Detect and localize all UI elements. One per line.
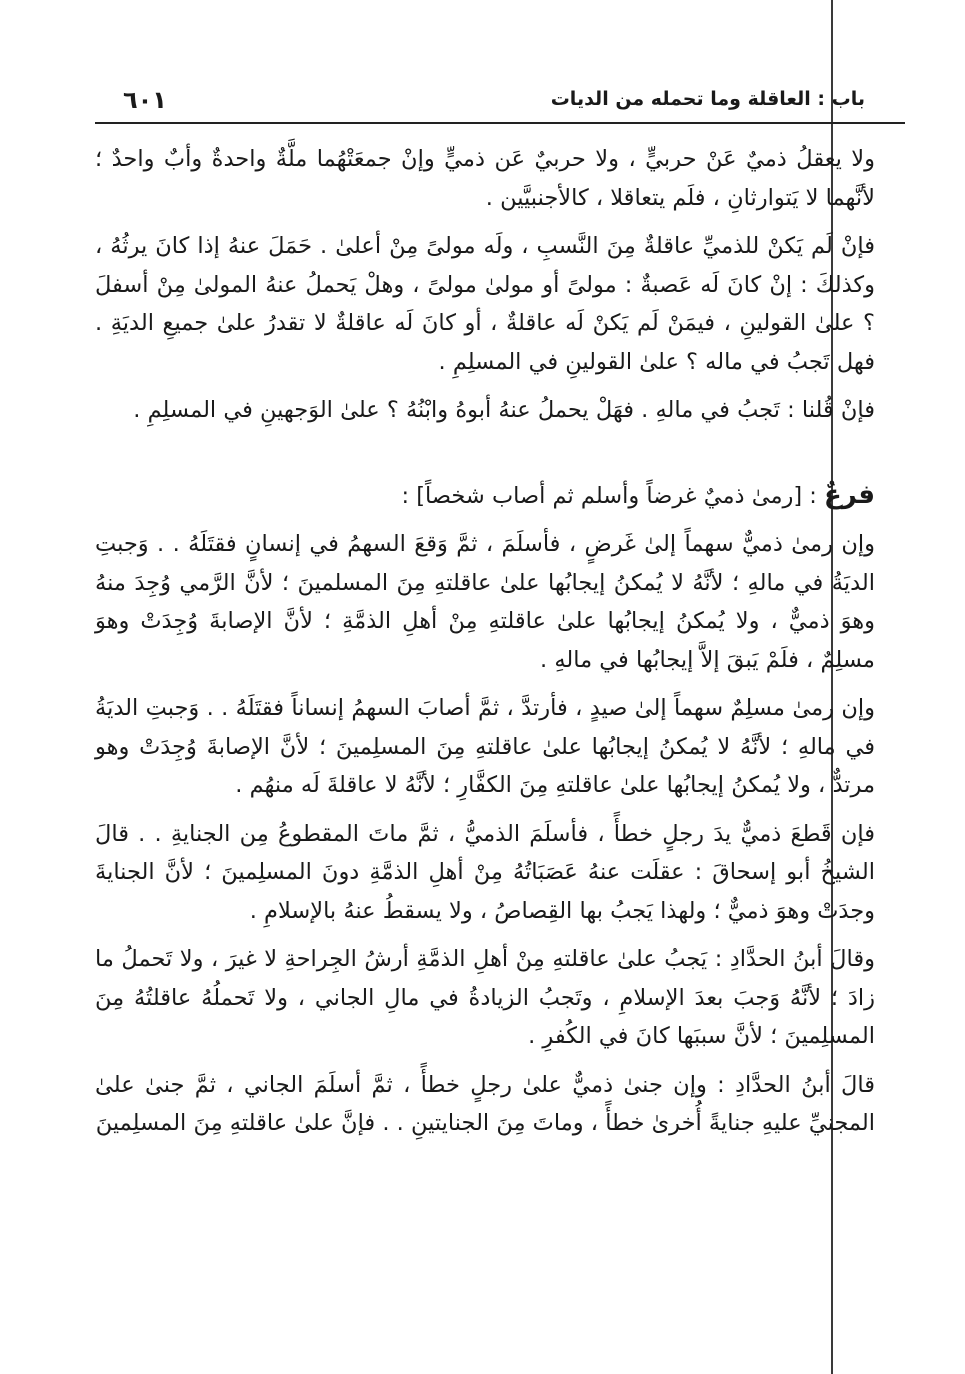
section-paragraph-2: وإن رمىٰ مسلِمٌ سهماً إلىٰ صيدٍ ، فأرتدَّ ، ثمَّ أصابَ السهمُ إنساناً فقتَلَهُ . . وَجبتِ الديَةُ في مالهِ ؛ لأنَّهُ لا يُمكنُ إيجابُها علىٰ عاقلتهِ مِنَ المسلِمينَ ؛ لأنَّ الإصابةَ وُجِدَتْ وهو مرتدٌّ ، ولا يُمكنُ إيجابُها علىٰ عاقلتهِ مِنَ الكفَّارِ ؛ لأنَّهُ لا عاقلةَ لَه منهُم . <box>95 695 875 798</box>
main-text <box>95 140 875 1153</box>
paragraph-3: فإنْ قُلنا : تَجبُ في مالهِ . فهَلْ يحملُ عنهُ أبوهُ وابْنُهُ ؟ علىٰ الوَجهينِ في المسلِمِ . <box>133 397 875 423</box>
paragraph-1: ولا يعقلُ ذميٌ عَنْ حربيٍّ ، ولا حربيٌ عَن ذميٍّ وإنْ جمعَتْهُما ملَّةٌ واحدةٌ وأبٌ واحدٌ ؛ لأنَّهما لا يَتوارثانِ ، فلَم يتعاقلا ، كالأجنبيَّين . <box>95 146 875 211</box>
chapter-title: باب : العاقلة وما تحمله من الديات <box>550 88 865 110</box>
section-paragraph-3: فإن قَطعَ ذميٌّ يدَ رجلٍ خطأً ، فأسلَمَ الذميُّ ، ثمَّ ماتَ المقطوعُ مِن الجنايةِ . . قالَ الشيخُ أبو إسحاقَ : عقلَت عنهُ عَصَبَاتُهُ مِنْ أهلِ الذمَّةِ دونَ المسلِمينَ ؛ لأنَّ الجنايةَ وجدَتْ وهوَ ذميٌّ ؛ ولهذا يَجبُ بها القِصاصُ ، ولا يسقطُ عنهُ بالإسلامِ . <box>95 820 875 924</box>
section-paragraph-1: وإن رمىٰ ذميٌّ سهماً إلىٰ غَرضٍ ، فأسلَمَ ، ثمَّ وَقعَ السهمُ في إنسانٍ فقتَلَهُ . . وَجبتِ الديَةُ في مالهِ ؛ لأنَّهُ لا يُمكنُ إيجابُها علىٰ عاقلتهِ مِنَ المسلمينَ ؛ لأنَّ الرَّمي وُجِدَ منهُ وهوَ ذميٌّ ، ولا يُمكنُ إيجابُها علىٰ عاقلتهِ مِنْ أهلِ الذمَّةِ ؛ لأنَّ الإصابةَ وُجِدَتْ وهوَ مسلِمٌ ، فلَمْ يَبقَ إلاَّ إيجابُها في مالهِ . <box>95 531 875 673</box>
section-paragraph-5: قالَ أبنُ الحدَّادِ : وإن جنىٰ ذميٌّ علىٰ رجلٍ خطأً ، ثمَّ أسلَمَ الجاني ، ثمَّ جنىٰ علىٰ المجنيِّ عليهِ جنايةً أُخرىٰ خطأً ، وماتَ مِنَ الجنايتينِ . . فإنَّ علىٰ عاقلتهِ مِنَ المسلِمينَ <box>95 1071 875 1136</box>
header-rule <box>95 122 905 124</box>
section-paragraph-4: وقالَ أبنُ الحدَّادِ : يَجبُ علىٰ عاقلتهِ مِنْ أهلِ الذمَّةِ أرشُ الجِراحةِ لا غيرَ ، ولا تَحملُ ما زادَ ؛ لأنَّهُ وَجبَ بعدَ الإسلامِ ، وتَجبُ الزيادةُ في مالِ الجاني ، ولا تَحملُهُ عاقلتُهُ مِنَ المسلِمينَ ؛ لأنَّ سببَها كانَ في الكُفرِ . <box>95 946 875 1049</box>
section-label: فرعٌ <box>824 479 875 510</box>
paragraph-2: فإنْ لَم يَكنْ للذميِّ عاقلةٌ مِنَ النَّسبِ ، ولَه مولىً مِنْ أعلىٰ . حَمَلَ عنهُ إذا كانَ يرثُهُ ، وكذلكَ : إنْ كانَ لَه عَصبةٌ : مولىً أو مولىٰ مولىً ، وهلْ يَحملُ عنهُ المولىٰ مِنْ أسفلَ ؟ علىٰ القولينِ ، فيمَنْ لَم يَكنْ لَه عاقلةٌ ، أو كانَ لَه عاقلةٌ لا تقدرُ علىٰ جميعِ الديَةِ . فهل تَجبُ في ماله ؟ علىٰ القولينِ في المسلِمِ . <box>95 233 875 375</box>
section-title: : [رمىٰ ذميٌ غرضاً وأسلم ثم أصاب شخصاً] : <box>401 482 817 509</box>
section-heading <box>95 476 875 516</box>
running-header <box>95 82 865 122</box>
page-number: ٦٠١ <box>123 86 167 114</box>
